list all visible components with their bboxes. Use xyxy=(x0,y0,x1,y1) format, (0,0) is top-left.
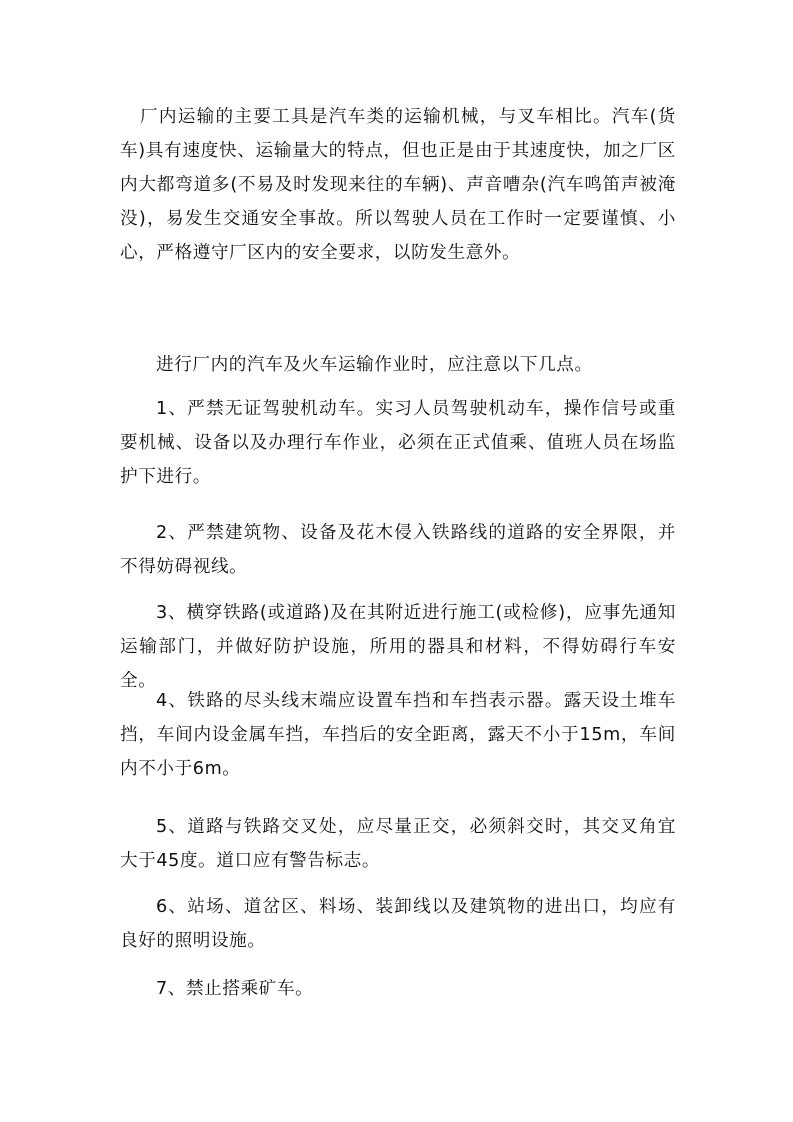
list-item: 3、横穿铁路(或道路)及在其附近进行施工(或检修)，应事先通知运输部门，并做好防护设施，所用的器具和材料，不得妨碍行车安全。 xyxy=(120,603,676,691)
list-item: 6、站场、道岔区、料场、装卸线以及建筑物的进出口，均应有良好的照明设施。 xyxy=(120,897,676,951)
intro-paragraph: 厂内运输的主要工具是汽车类的运输机械，与叉车相比。汽车(货车)具有速度快、运输量大的特点，但也正是由于其速度快，加之厂区内大都弯道多(不易及时发现来往的车辆)、声音嘈杂(汽车鸣笛声被淹没)，易发生交通安全事故。所以驾驶人员在工作时一定要谨慎、小心，严格遵守厂区内的安全要求，以防发生意外。 xyxy=(120,107,676,263)
list-item: 5、道路与铁路交叉处，应尽量正交，必须斜交时，其交叉角宜大于45度。道口应有警告标志。 xyxy=(120,817,676,871)
lead-paragraph: 进行厂内的汽车及火车运输作业时，应注意以下几点。 xyxy=(156,355,593,375)
list-item: 1、严禁无证驾驶机动车。实习人员驾驶机动车，操作信号或重要机械、设备以及办理行车作业，必须在正式值乘、值班人员在场监护下进行。 xyxy=(120,399,676,487)
list-item: 2、严禁建筑物、设备及花木侵入铁路线的道路的安全界限，并不得妨碍视线。 xyxy=(120,523,676,577)
list-item: 4、铁路的尽头线末端应设置车挡和车挡表示器。露天设土堆车挡，车间内设金属车挡，车挡后的安全距离，露天不小于15m，车间内不小于6m。 xyxy=(120,691,676,779)
list-item: 7、禁止搭乘矿车。 xyxy=(156,979,314,999)
